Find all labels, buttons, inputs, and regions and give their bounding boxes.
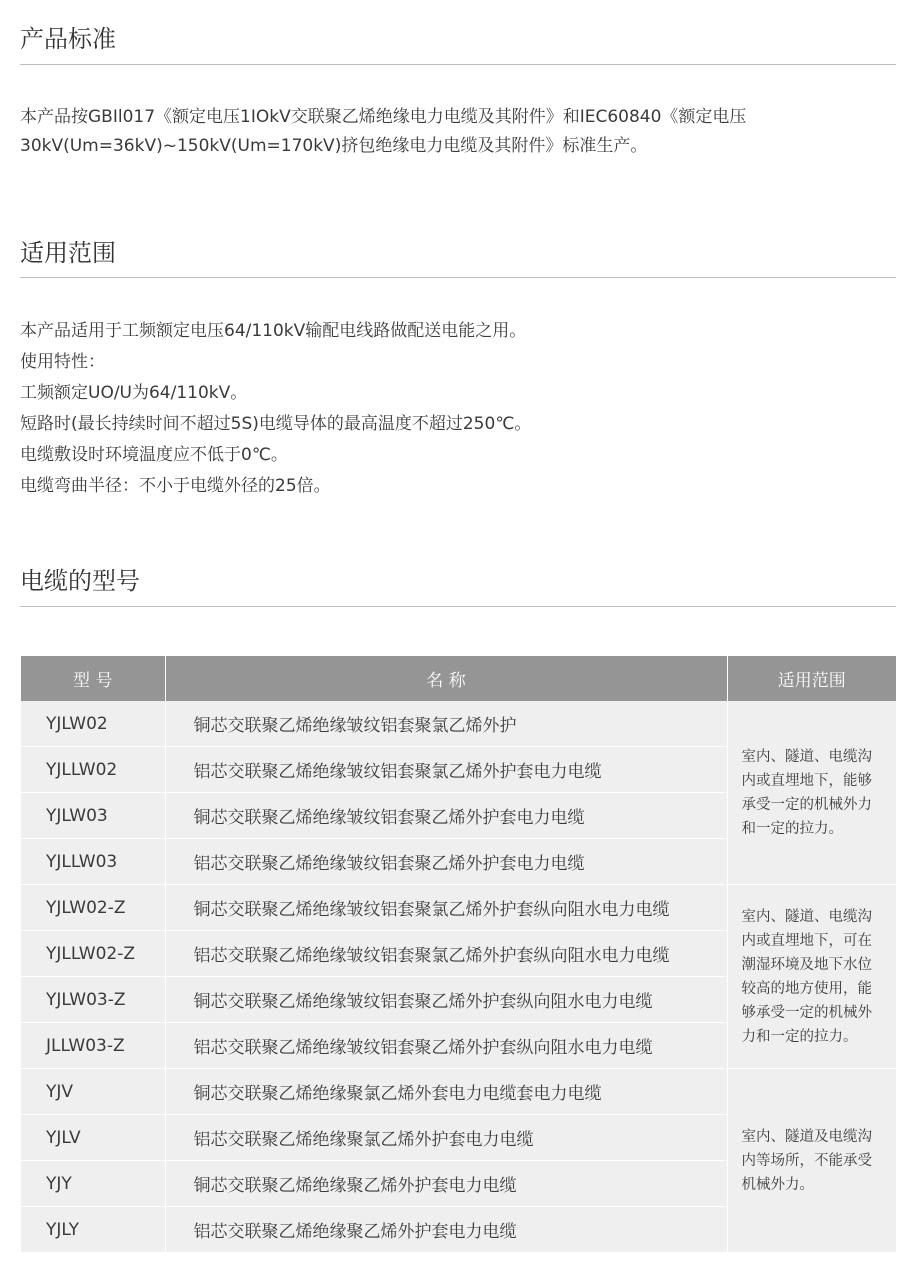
scope-line: 室内、隧道及电缆沟 [741,1128,872,1145]
standard-paragraph [20,103,900,161]
scope-cell [727,885,896,1069]
name-cell: 铝芯交联聚乙烯绝缘聚乙烯外护套电力电缆 [165,1207,727,1253]
scope-line: 够承受一定的机械外 [741,1004,872,1021]
model-cell: JLLW03-Z [21,1023,165,1069]
scope-line: 较高的地方使用，能 [741,980,872,997]
model-cell: YJLW02 [21,701,165,747]
scope-list [20,316,900,502]
model-cell: YJLV [21,1115,165,1161]
scope-line: 潮湿环境及地下水位 [741,956,872,973]
cable-model-table [21,656,896,1253]
scope-line: 内等场所，不能承受 [741,1152,872,1169]
section-divider [20,606,896,607]
name-cell: 铝芯交联聚乙烯绝缘皱纹铝套聚乙烯外护套纵向阻水电力电缆 [165,1023,727,1069]
table-row [21,885,896,931]
table-row [21,701,896,747]
model-cell: YJLW03 [21,793,165,839]
scope-line: 电缆弯曲半径：不小于电缆外径的25倍。 [20,476,331,496]
section-title-standard: 产品标准 [20,25,116,53]
model-cell: YJLW02-Z [21,885,165,931]
scope-line: 使用特性： [20,352,105,372]
scope-line: 力和一定的拉力。 [741,1028,858,1045]
name-cell: 铜芯交联聚乙烯绝缘皱纹铝套聚氯乙烯外护 [165,701,727,747]
scope-line: 工频额定UO/U为64/110kV。 [20,383,248,403]
name-cell: 铜芯交联聚乙烯绝缘聚乙烯外护套电力电缆 [165,1161,727,1207]
header-model: 型 号 [21,656,165,701]
model-cell: YJLY [21,1207,165,1253]
model-cell: YJLLW03 [21,839,165,885]
name-cell: 铜芯交联聚乙烯绝缘皱纹铝套聚乙烯外护套纵向阻水电力电缆 [165,977,727,1023]
section-title-models: 电缆的型号 [20,567,140,595]
name-cell: 铝芯交联聚乙烯绝缘皱纹铝套聚乙烯外护套电力电缆 [165,839,727,885]
scope-line: 电缆敷设时环境温度应不低于0℃。 [20,445,288,465]
model-cell: YJLLW02 [21,747,165,793]
scope-line: 承受一定的机械外力 [741,796,872,813]
name-cell: 铜芯交联聚乙烯绝缘聚氯乙烯外套电力电缆套电力电缆 [165,1069,727,1115]
scope-line: 机械外力。 [741,1176,814,1193]
scope-line: 内或直埋地下，能够 [741,772,872,789]
section-divider [20,64,896,65]
model-cell: YJLLW02-Z [21,931,165,977]
scope-cell [727,1069,896,1253]
scope-line: 室内、隧道、电缆沟 [741,908,872,925]
scope-line: 室内、隧道、电缆沟 [741,748,872,765]
name-cell: 铝芯交联聚乙烯绝缘皱纹铝套聚氯乙烯外护套电力电缆 [165,747,727,793]
header-scope: 适用范围 [727,656,896,701]
section-title-scope: 适用范围 [20,239,116,267]
standard-text-line: 本产品按GBIl017《额定电压1IOkV交联聚乙烯绝缘电力电缆及其附件》和IEC60840《额定电压 [20,107,747,127]
scope-line: 内或直埋地下，可在 [741,932,872,949]
standard-text-line: 30kV(Um=36kV)~150kV(Um=170kV)挤包绝缘电力电缆及其附件》标准生产。 [20,136,648,156]
header-name: 名 称 [165,656,727,701]
scope-line: 本产品适用于工频额定电压64/110kV输配电线路做配送电能之用。 [20,321,527,341]
scope-line: 和一定的拉力。 [741,820,843,837]
table-row [21,1069,896,1115]
scope-cell [727,701,896,885]
model-cell: YJLW03-Z [21,977,165,1023]
model-cell: YJV [21,1069,165,1115]
table-header-row [21,656,896,701]
name-cell: 铝芯交联聚乙烯绝缘皱纹铝套聚氯乙烯外护套纵向阻水电力电缆 [165,931,727,977]
name-cell: 铝芯交联聚乙烯绝缘聚氯乙烯外护套电力电缆 [165,1115,727,1161]
scope-line: 短路时(最长持续时间不超过5S)电缆导体的最高温度不超过250℃。 [20,414,532,434]
model-cell: YJY [21,1161,165,1207]
name-cell: 铜芯交联聚乙烯绝缘皱纹铝套聚乙烯外护套电力电缆 [165,793,727,839]
section-divider [20,277,896,278]
name-cell: 铜芯交联聚乙烯绝缘皱纹铝套聚氯乙烯外护套纵向阻水电力电缆 [165,885,727,931]
